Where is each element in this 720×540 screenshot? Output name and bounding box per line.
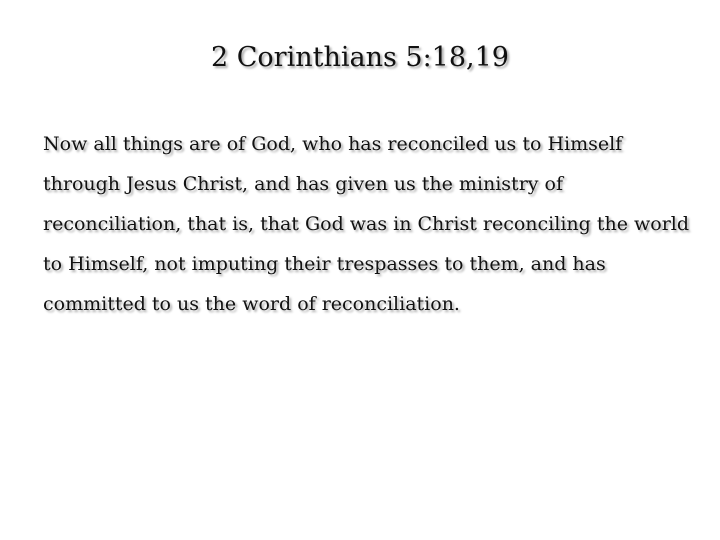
- verse-line-4: to Himself, not imputing their trespasses to them, and has: [43, 253, 606, 275]
- verse-line-1: Now all things are of God, who has reconciled us to Himself: [43, 133, 623, 155]
- slide-title: 2 Corinthians 5:18,19: [211, 42, 509, 73]
- verse-line-3: reconciliation, that is, that God was in Christ reconciling the world: [43, 213, 690, 235]
- verse-text: [43, 124, 690, 324]
- verse-line-5: committed to us the word of reconciliation.: [43, 293, 460, 315]
- verse-line-2: through Jesus Christ, and has given us the ministry of: [43, 173, 564, 195]
